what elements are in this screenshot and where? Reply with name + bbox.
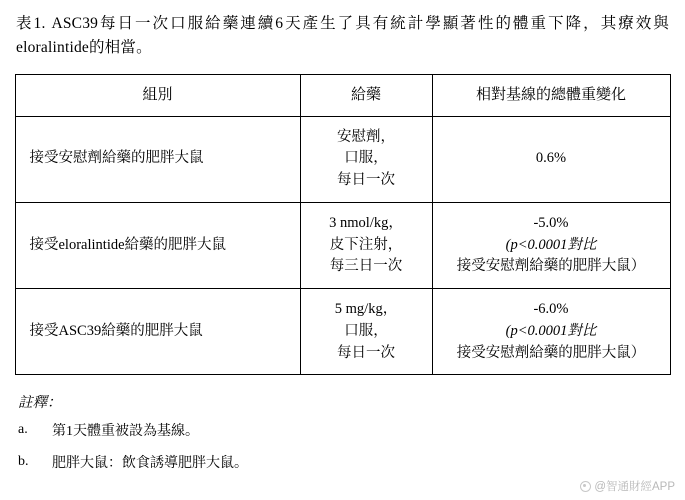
column-header-dose: 給藥 [300,75,432,117]
dose-line: 5 mg/kg， [334,301,398,318]
dose-line: 每日一次 [337,344,395,361]
cell-dose [300,202,432,288]
table-row [15,116,670,202]
change-value: -6.0% [533,301,569,318]
change-value: -5.0% [533,214,569,231]
cell-change [432,116,670,202]
watermark-logo-icon [580,481,591,492]
change-comparator: 接受安慰劑給藥的肥胖大鼠） [456,344,646,361]
cell-group: 接受安慰劑給藥的肥胖大鼠 [15,116,300,202]
change-comparator: 接受安慰劑給藥的肥胖大鼠） [456,258,646,275]
note-marker: a. [18,422,28,438]
results-table [15,74,671,375]
cell-change [432,289,670,375]
change-pvalue: (p<0.0001對比 [505,322,597,339]
cell-dose [300,116,432,202]
dose-line: 口服， [344,150,388,167]
note-text: 肥胖大鼠：飲食誘導肥胖大鼠。 [52,455,248,471]
change-pvalue: (p<0.0001對比 [505,236,597,253]
note-text: 第1天體重被設為基線。 [52,424,199,440]
dose-line: 安慰劑， [337,128,395,145]
column-header-group: 組別 [15,75,300,117]
notes-title: 註釋： [18,395,62,412]
dose-line: 口服， [344,322,388,339]
dose-line: 每日一次 [337,172,395,189]
column-header-change: 相對基線的總體重變化 [432,75,670,117]
table-header-row [15,75,670,117]
dose-line: 皮下注射， [329,236,403,253]
cell-group: 接受eloralintide給藥的肥胖大鼠 [15,202,300,288]
cell-change [432,202,670,288]
table-row [15,289,670,375]
note-item [18,422,671,442]
watermark-text: @智通財經APP [594,481,675,493]
table-caption: 表1. ASC39每日一次口服給藥連續6天產生了具有統計學顯著性的體重下降，其療效與eloralintide的相當。 [16,15,669,57]
change-value: 0.6% [535,150,567,167]
dose-line: 3 nmol/kg， [329,214,403,231]
cell-group: 接受ASC39給藥的肥胖大鼠 [15,289,300,375]
note-item [18,454,671,474]
table-row [15,202,670,288]
dose-line: 每三日一次 [329,258,403,275]
watermark [580,478,675,494]
cell-dose [300,289,432,375]
note-marker: b. [18,453,29,469]
